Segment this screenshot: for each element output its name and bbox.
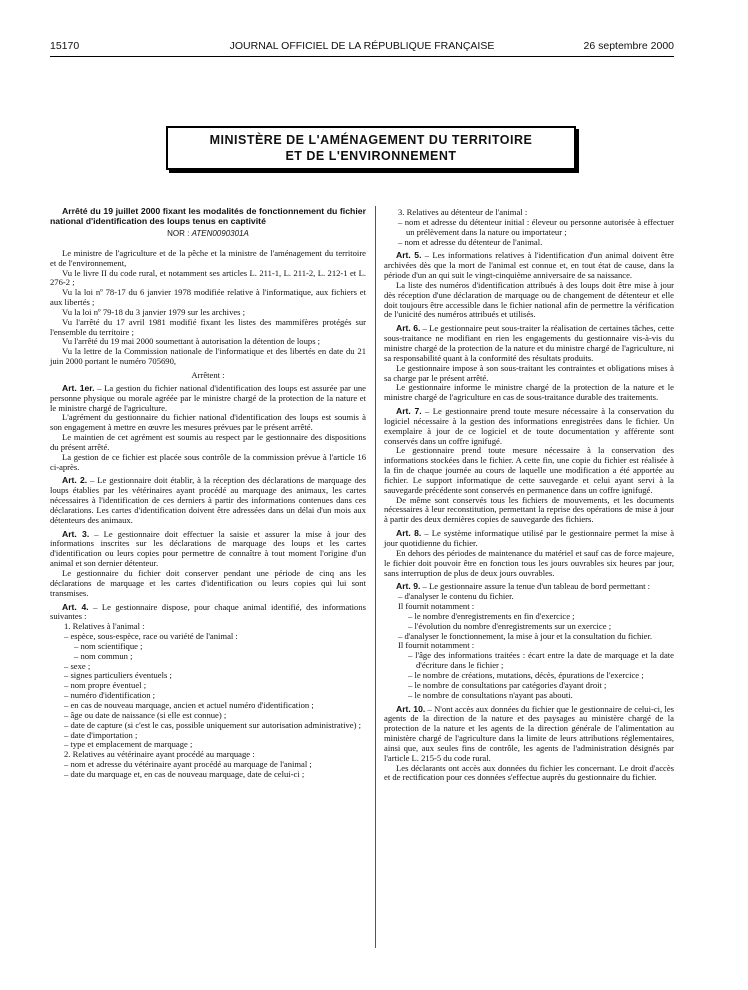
list-item: – date du marquage et, en cas de nouveau marquage, date de celui-ci ; [64,768,305,779]
right-column [384,208,674,783]
article-paragraph: Le gestionnaire du fichier doit conserver pendant une période de cinq ans les déclarations de marquage et les cartes d'identification ou leurs copies qui lui sont transmises. [50,568,366,598]
article-6 [384,324,674,403]
list-item: – signes particuliers éventuels ; [64,670,172,681]
article-label: Art. 3. [62,528,90,539]
list-item: – espèce, sous-espèce, race ou variété de l'animal : [64,631,238,642]
list-item: – le nombre d'enregistrements en fin d'exercice ; [408,610,575,621]
list-item: Il fournit notamment : [398,640,475,651]
column-divider [375,206,376,948]
article-5 [384,251,674,320]
ministry-heading-box [166,126,576,170]
article-text: – Le gestionnaire prend toute mesure nécessaire à la conservation du logiciel nécessaire à la gestion des informations enregistrées dans le fichier. Un exemplaire à jour de ce logiciel et de toute documentation y afférente sont conservés dans un coffre ignifugé. [384,406,674,446]
article-text: – N'ont accès aux données du fichier que le gestionnaire de celui-ci, les agents de la direction de la nature et des paysages au ministère chargé de la protection de la nature et les agents de la direction générale de l'alimentation au ministère chargé de l'agriculture dans la limite de leurs attributions réglementaires, ainsi que, aux seules fins de contrôle, les agents de l'administration désignés par l'article L. 215-5 du code rural. [384,703,674,763]
list-item: – d'analyser le fonctionnement, la mise à jour et la consultation du fichier. [398,630,653,641]
list-item: – nom et adresse du détenteur de l'animal. [398,236,543,247]
article-paragraph: Le gestionnaire informe le ministre chargé de la protection de la nature et le ministre chargé de l'agriculture en cas de sous-traitance durable des traitements. [384,382,674,403]
list-item: – nom et adresse du détenteur initial : éleveur ou personne autorisée à effectuer un prélèvement dans la nature ou importateur ; [398,216,674,237]
article-label: Art. 6. [396,323,421,334]
article-text: – La gestion du fichier national d'identification des loups est assurée par une personne physique ou morale agréée par le ministre chargé de la protection de la nature et le ministre chargé de l'agriculture. [50,382,366,413]
nor-label: NOR : [167,229,190,238]
article-paragraph: Le maintien de cet agrément est soumis au respect par le gestionnaire des dispositions du présent arrêté. [50,432,366,452]
article-10 [384,705,674,784]
list-item: – nom propre éventuel ; [64,680,147,691]
animal-info-list [50,632,366,750]
ministry-title-line-2: ET DE L'ENVIRONNEMENT [285,149,457,163]
list-heading: 1. Relatives à l'animal : [64,621,145,632]
article-label: Art. 1er. [62,382,95,393]
article-label: Art. 5. [396,250,422,261]
article-paragraph: Le gestionnaire prend toute mesure nécessaire à la conservation des informations stockées dans le fichier. A cette fin, une copie du fichier est réalisée à la fin de chaque journée au cours de laquelle une modification a été apportée au fichier. Le support informatique de cette sauvegarde et celui ayant servi à la sauvegarde précédente sont conservés en permanence dans un coffre ignifugé. [384,445,674,495]
list-item: – l'évolution du nombre d'enregistrements sur un exercice ; [408,620,612,631]
list-item: – type et emplacement de marquage ; [64,739,193,750]
article-label: Art. 8. [396,528,422,539]
preamble-paragraph: Le ministre de l'agriculture et de la pêche et la ministre de l'aménagement du territoire et de l'environnement, [50,247,366,268]
article-paragraph: Le gestionnaire impose à son sous-traitant les contraintes et obligations mises à sa charge par le présent arrêté. [384,362,674,383]
article-paragraph: Les déclarants ont accès aux données du fichier les concernant. Le droit d'accès et de rectification pour ces données s'effectue auprès du gestionnaire du fichier. [384,762,674,783]
decree-title: Arrêté du 19 juillet 2000 fixant les modalités de fonctionnement du fichier national d'identification des loups tenus en captivité [50,206,366,226]
article-label: Art. 10. [396,703,426,714]
list-item: – numéro d'identification ; [64,690,156,701]
left-column [50,206,366,780]
list-item: – le nombre de créations, mutations, décès, épurations de l'exercice ; [408,669,644,680]
list-item: – d'analyser le contenu du fichier. [398,591,514,602]
ministry-title-line-1: MINISTÈRE DE L'AMÉNAGEMENT DU TERRITOIRE [209,133,533,147]
article-paragraph: En dehors des périodes de maintenance du matériel et sauf cas de force majeure, le fichier doit pouvoir être en fonction tous les jours ouvrables six heures par jour, sans interruption de plus de deux jours ouvrables. [384,547,674,578]
article-1 [50,384,366,473]
list-heading: 3. Relatives au détenteur de l'animal : [398,207,528,217]
running-head [50,40,674,54]
article-label: Art. 9. [396,581,421,592]
arretent-heading: Arrêtent : [191,369,225,380]
preamble-paragraph: Vu la lettre de la Commission nationale de l'informatique et des libertés en date du 21 juin 2000 portant le numéro 705690, [50,346,366,367]
article-paragraph: La gestion de ce fichier est placée sous contrôle de la commission prévue à l'article 16 ci-après. [50,451,366,472]
list-item: – âge ou date de naissance (si elle est connue) ; [64,709,227,720]
article-2 [50,476,366,525]
list-item: – date de capture (si c'est le cas, possible uniquement sur autorisation administrative) ; [64,719,361,730]
list-item: Il fournit notamment : [398,601,475,612]
journal-title: JOURNAL OFFICIEL DE LA RÉPUBLIQUE FRANÇAISE [229,40,495,52]
nor-code: ATEN0090301A [191,229,249,238]
article-text: – Le gestionnaire doit établir, à la réception des déclarations de marquage des loups établies par les vétérinaires ayant procédé au marquage des animaux, les cartes nécessaires à l'identification de ces derniers à partir des informations contenues dans ces déclarations. Les cartes d'identification doivent être adressées dans un délai d'un mois aux détenteurs des animaux. [50,475,367,525]
list-item: – le nombre de consultations n'ayant pas abouti. [408,689,573,700]
article-label: Art. 4. [62,601,89,612]
article-paragraph: La liste des numéros d'identification attribués à des loups doit être mise à jour dès réception d'une déclaration de marquage ou de changement de détenteur et elle doit toujours être accessible dans le fichier national afin de permettre la vérification de l'unicité des numéros attribués et utilisés. [384,279,674,320]
list-item: – nom commun ; [74,650,133,661]
article-8 [384,529,674,578]
list-item: – date d'importation ; [64,729,138,740]
vet-info-list [50,760,366,780]
list-item: – le nombre de consultations par catégories d'ayant droit ; [408,679,607,690]
article-text: – Les informations relatives à l'identification d'un animal doivent être archivées dès que la mort de l'animal est connue et, en tout état de cause, dans la période d'un an qui suit le vingt-cinquième anniversaire de sa naissance. [384,250,674,281]
page-number: 15170 [50,40,80,52]
preamble-paragraph: Vu le livre II du code rural, et notamment ses articles L. 211-1, L. 211-2, L. 212-1 et L. 276-2 ; [50,267,366,288]
preamble-paragraph: Vu l'arrêté du 17 avril 1981 modifié fixant les listes des mammifères protégés sur l'ensemble du territoire ; [50,316,366,337]
nor-reference [50,229,366,239]
article-text: – Le système informatique utilisé par le gestionnaire permet la mise à jour quotidienne du fichier. [384,528,675,548]
article-label: Art. 2. [62,475,88,486]
article-paragraph: De même sont conservés tous les fichiers de mouvements, et les documents nécessaires à leur reconstitution, permettant la reprise des opérations de mise à jour à partir des deux dernières copies de sauvegarde des fichiers. [384,494,674,525]
header-rule [50,56,674,57]
list-item: – sexe ; [64,660,91,671]
article-text: – Le gestionnaire peut sous-traiter la réalisation de certaines tâches, cette sous-traitance ne modifiant en rien les engagements du gestionnaire vis-à-vis du ministre chargé de la protection de la nature et du ministre chargé de l'agriculture, ni sa responsabilité quant à la conformité des résultats produits. [384,323,675,363]
article-9 [384,582,674,700]
publication-date: 26 septembre 2000 [583,40,674,52]
dashboard-items-list [384,592,674,700]
article-text: – Le gestionnaire dispose, pour chaque animal identifié, des informations suivantes : [50,601,366,622]
article-3 [50,530,366,599]
list-heading: 2. Relatives au vétérinaire ayant procédé au marquage : [64,749,255,760]
article-4 [50,603,366,780]
article-text: – Le gestionnaire assure la tenue d'un tableau de bord permettant : [422,581,651,592]
article-paragraph: L'agrément du gestionnaire du fichier national d'identification des loups est soumis à son engagement à mettre en œuvre les mesures prévues par le présent arrêté. [50,412,366,433]
article-text: – Le gestionnaire doit effectuer la saisie et assurer la mise à jour des informations inscrites sur les déclarations de marquage des loups et les cartes d'identification ou leurs copies pour permettre de connaître à tout moment l'origine d'un animal et son dernier détenteur. [50,528,366,569]
preamble-paragraph: Vu la loi nº 78-17 du 6 janvier 1978 modifiée relative à l'informatique, aux fichiers et aux libertés ; [50,287,366,308]
article-7 [384,407,674,525]
preamble-paragraph: Vu l'arrêté du 19 mai 2000 soumettant à autorisation la détention de loups ; [62,336,321,347]
preamble [50,249,366,367]
list-item: – nom scientifique ; [74,640,143,651]
list-item: – l'âge des informations traitées : écart entre la date de marquage et la date d'écriture dans le fichier ; [408,650,674,671]
article-label: Art. 7. [396,406,422,417]
list-item: – en cas de nouveau marquage, ancien et actuel numéro d'identification ; [64,699,314,710]
list-item: – nom et adresse du vétérinaire ayant procédé au marquage de l'animal ; [64,759,312,770]
preamble-paragraph: Vu la loi nº 79-18 du 3 janvier 1979 sur les archives ; [62,306,246,317]
